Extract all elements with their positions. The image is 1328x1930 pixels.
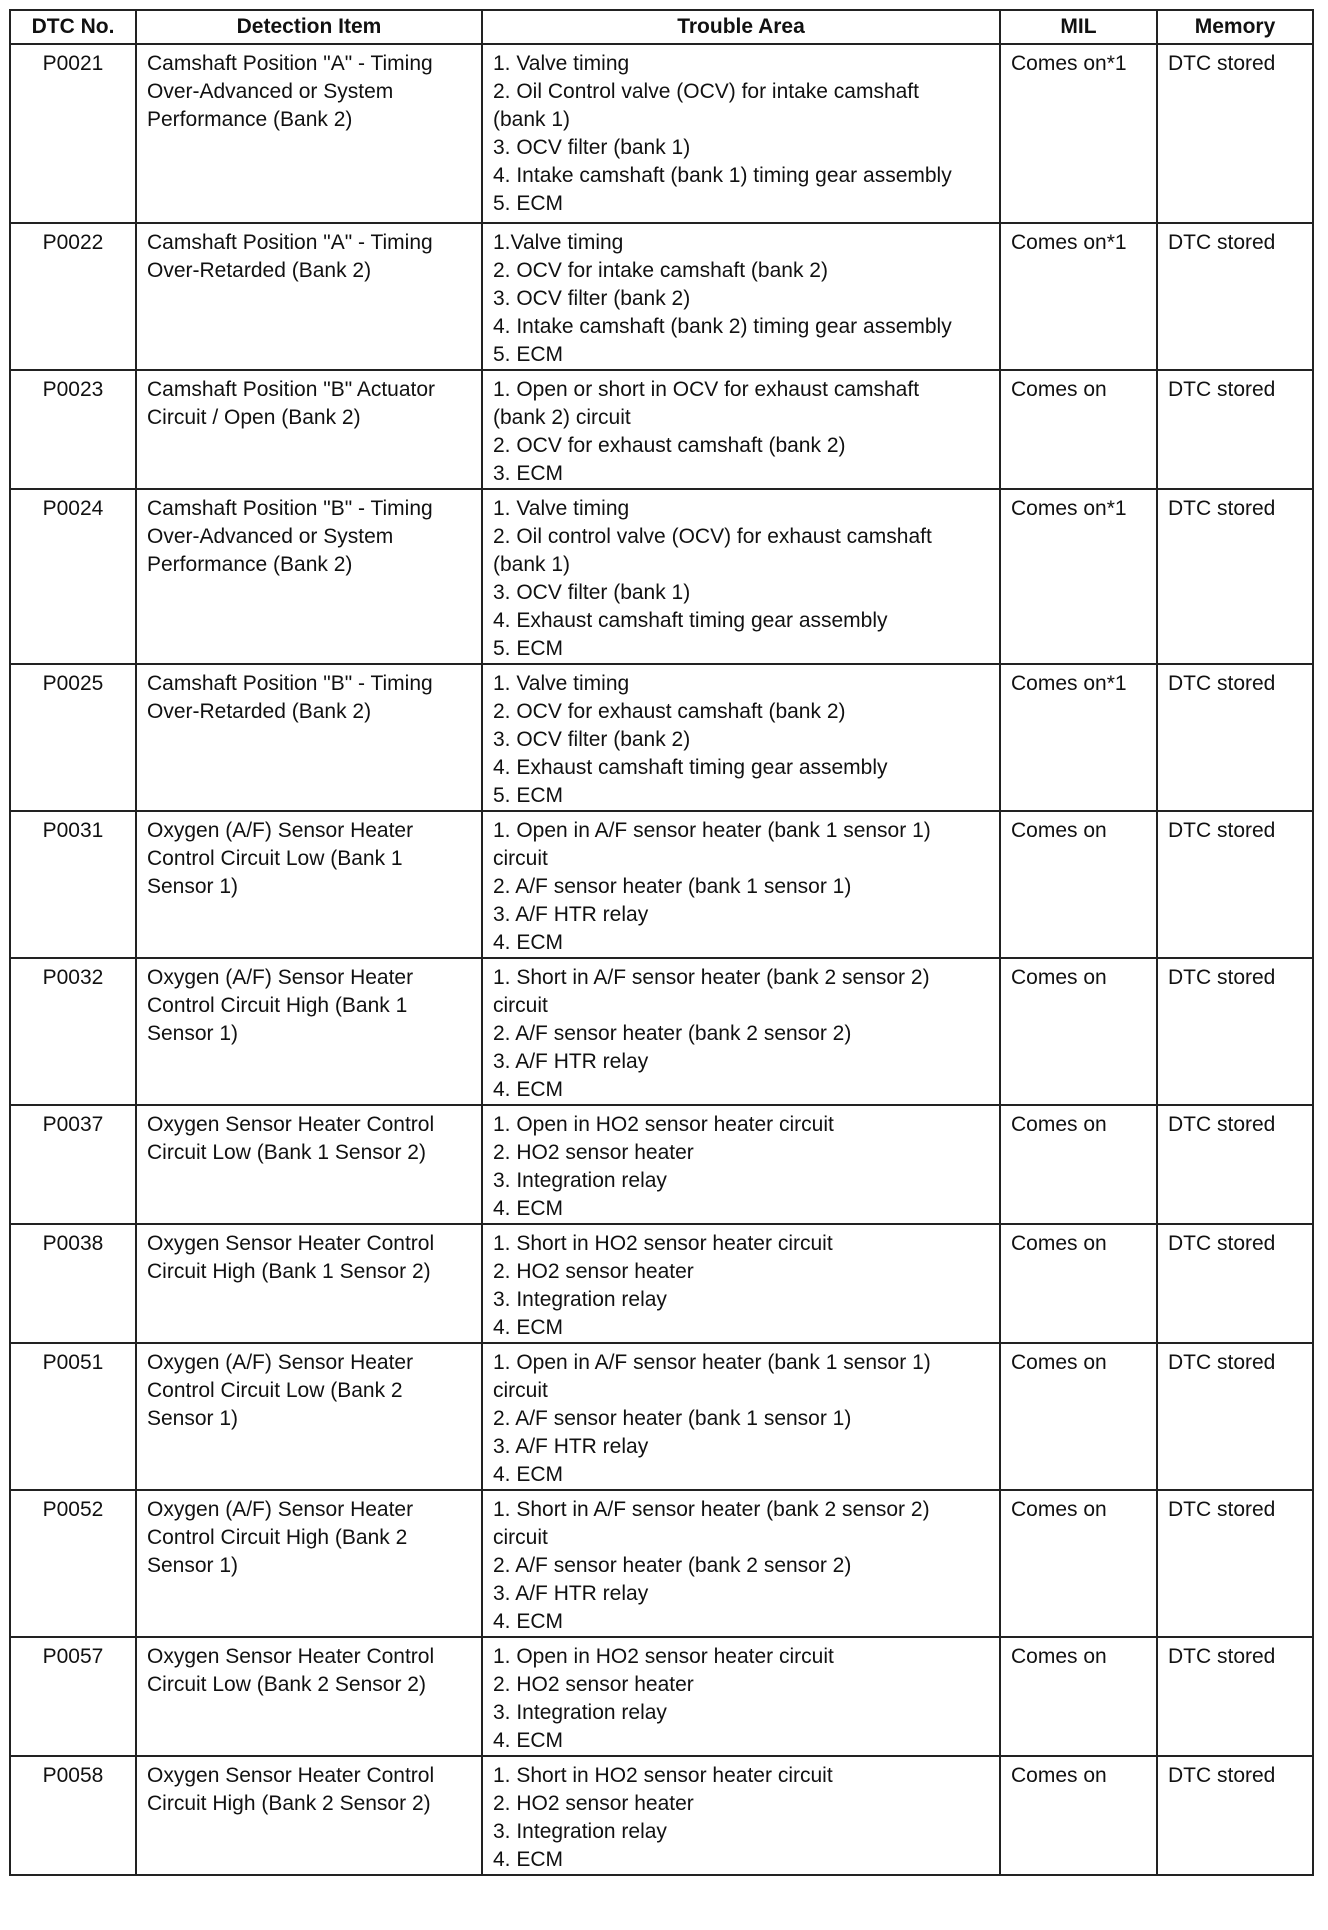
detection-item-line: Control Circuit High (Bank 2 (147, 1526, 408, 1549)
trouble-area-line: 1. Open in HO2 sensor heater circuit (493, 1113, 834, 1136)
table-row (10, 223, 1313, 370)
trouble-area-line: 2. HO2 sensor heater (493, 1141, 694, 1164)
detection-item-line: Circuit High (Bank 2 Sensor 2) (147, 1792, 431, 1815)
detection-item-line: Camshaft Position "A" - Timing (147, 52, 433, 75)
trouble-area-line: 2. HO2 sensor heater (493, 1792, 694, 1815)
memory-status-cell: DTC stored (1157, 664, 1313, 811)
trouble-area-cell (482, 811, 1000, 958)
trouble-area-line: 3. Integration relay (493, 1701, 667, 1724)
trouble-area-line: 2. Oil Control valve (OCV) for intake camshaft (493, 80, 919, 103)
detection-item-line: Circuit Low (Bank 1 Sensor 2) (147, 1141, 426, 1164)
detection-item-line: Over-Retarded (Bank 2) (147, 259, 372, 282)
trouble-area-line: 2. A/F sensor heater (bank 2 sensor 2) (493, 1022, 852, 1045)
detection-item-line: Over-Retarded (Bank 2) (147, 700, 372, 723)
detection-item-line: Camshaft Position "B" Actuator (147, 378, 436, 401)
trouble-area-line: 3. A/F HTR relay (493, 903, 649, 926)
trouble-area-line: 2. HO2 sensor heater (493, 1673, 694, 1696)
mil-status-cell: Comes on (1000, 958, 1157, 1105)
detection-item-line: Oxygen (A/F) Sensor Heater (147, 1498, 414, 1521)
table-body (10, 44, 1313, 1875)
detection-item-line: Performance (Bank 2) (147, 553, 353, 576)
trouble-area-line: 5. ECM (493, 784, 564, 807)
trouble-area-line: circuit (493, 1379, 548, 1402)
trouble-area-line: 4. ECM (493, 1729, 564, 1752)
detection-item-line: Control Circuit Low (Bank 2 (147, 1379, 403, 1402)
trouble-area-line: 3. A/F HTR relay (493, 1050, 649, 1073)
header-detection-item: Detection Item (136, 10, 482, 44)
detection-item-line: Camshaft Position "B" - Timing (147, 672, 433, 695)
detection-item-line: Circuit High (Bank 1 Sensor 2) (147, 1260, 431, 1283)
table-row (10, 811, 1313, 958)
trouble-area-cell (482, 223, 1000, 370)
trouble-area-line: 2. A/F sensor heater (bank 2 sensor 2) (493, 1554, 852, 1577)
mil-status-cell: Comes on (1000, 1490, 1157, 1637)
memory-status-cell: DTC stored (1157, 370, 1313, 489)
dtc-code-cell: P0024 (10, 489, 136, 664)
trouble-area-line: (bank 2) circuit (493, 406, 631, 429)
trouble-area-line: 1. Short in HO2 sensor heater circuit (493, 1764, 833, 1787)
dtc-code-cell: P0058 (10, 1756, 136, 1875)
detection-item-line: Performance (Bank 2) (147, 108, 353, 131)
detection-item-line: Circuit / Open (Bank 2) (147, 406, 361, 429)
memory-status-cell: DTC stored (1157, 958, 1313, 1105)
trouble-area-line: 2. A/F sensor heater (bank 1 sensor 1) (493, 1407, 852, 1430)
detection-item-line: Oxygen Sensor Heater Control (147, 1113, 435, 1136)
mil-status-cell: Comes on*1 (1000, 44, 1157, 223)
detection-item-line: Camshaft Position "A" - Timing (147, 231, 433, 254)
trouble-area-line: 2. OCV for exhaust camshaft (bank 2) (493, 434, 846, 457)
trouble-area-line: 2. OCV for exhaust camshaft (bank 2) (493, 700, 846, 723)
trouble-area-line: 1. Valve timing (493, 52, 630, 75)
trouble-area-line: 4. ECM (493, 1463, 564, 1486)
detection-item-cell (136, 1224, 482, 1343)
memory-status-cell: DTC stored (1157, 1637, 1313, 1756)
detection-item-cell (136, 1105, 482, 1224)
detection-item-line: Oxygen Sensor Heater Control (147, 1645, 435, 1668)
trouble-area-line: 4. Intake camshaft (bank 1) timing gear assembly (493, 164, 952, 187)
detection-item-line: Camshaft Position "B" - Timing (147, 497, 433, 520)
detection-item-line: Over-Advanced or System (147, 525, 394, 548)
trouble-area-cell (482, 370, 1000, 489)
detection-item-line: Oxygen Sensor Heater Control (147, 1232, 435, 1255)
trouble-area-line: 4. Exhaust camshaft timing gear assembly (493, 609, 888, 632)
trouble-area-line: 3. OCV filter (bank 1) (493, 136, 691, 159)
dtc-code-cell: P0031 (10, 811, 136, 958)
detection-item-cell (136, 1343, 482, 1490)
detection-item-cell (136, 370, 482, 489)
trouble-area-line: 3. ECM (493, 462, 564, 485)
trouble-area-line: 1. Open or short in OCV for exhaust camshaft (493, 378, 920, 401)
trouble-area-line: 1. Open in A/F sensor heater (bank 1 sensor 1) (493, 1351, 931, 1374)
trouble-area-line: 4. Exhaust camshaft timing gear assembly (493, 756, 888, 779)
mil-status-cell: Comes on (1000, 811, 1157, 958)
detection-item-line: Sensor 1) (147, 1022, 239, 1045)
trouble-area-cell (482, 1343, 1000, 1490)
memory-status-cell: DTC stored (1157, 811, 1313, 958)
mil-status-cell: Comes on (1000, 1343, 1157, 1490)
trouble-area-line: 3. OCV filter (bank 2) (493, 287, 691, 310)
trouble-area-line: 4. Intake camshaft (bank 2) timing gear assembly (493, 315, 952, 338)
trouble-area-line: 3. Integration relay (493, 1288, 667, 1311)
trouble-area-line: 2. Oil control valve (OCV) for exhaust camshaft (493, 525, 932, 548)
detection-item-cell (136, 1637, 482, 1756)
table-row (10, 1756, 1313, 1875)
detection-item-line: Oxygen (A/F) Sensor Heater (147, 966, 414, 989)
trouble-area-line: 3. OCV filter (bank 2) (493, 728, 691, 751)
dtc-code-cell: P0038 (10, 1224, 136, 1343)
mil-status-cell: Comes on (1000, 1756, 1157, 1875)
detection-item-cell (136, 958, 482, 1105)
detection-item-cell (136, 1756, 482, 1875)
table-row (10, 1343, 1313, 1490)
dtc-table (9, 9, 1314, 1876)
trouble-area-line: 3. A/F HTR relay (493, 1582, 649, 1605)
dtc-code-cell: P0021 (10, 44, 136, 223)
dtc-code-cell: P0057 (10, 1637, 136, 1756)
memory-status-cell: DTC stored (1157, 223, 1313, 370)
trouble-area-cell (482, 489, 1000, 664)
table-row (10, 1224, 1313, 1343)
detection-item-line: Over-Advanced or System (147, 80, 394, 103)
dtc-code-cell: P0051 (10, 1343, 136, 1490)
trouble-area-line: 5. ECM (493, 343, 564, 366)
table-row (10, 489, 1313, 664)
trouble-area-line: (bank 1) (493, 553, 571, 576)
trouble-area-line: circuit (493, 994, 548, 1017)
trouble-area-line: 4. ECM (493, 931, 564, 954)
dtc-code-cell: P0023 (10, 370, 136, 489)
trouble-area-line: 3. Integration relay (493, 1169, 667, 1192)
trouble-area-cell (482, 1756, 1000, 1875)
mil-status-cell: Comes on (1000, 1105, 1157, 1224)
detection-item-line: Control Circuit Low (Bank 1 (147, 847, 403, 870)
memory-status-cell: DTC stored (1157, 1756, 1313, 1875)
detection-item-cell (136, 664, 482, 811)
trouble-area-cell (482, 1224, 1000, 1343)
table-row (10, 44, 1313, 223)
mil-status-cell: Comes on*1 (1000, 223, 1157, 370)
memory-status-cell: DTC stored (1157, 1105, 1313, 1224)
trouble-area-line: 5. ECM (493, 192, 564, 215)
detection-item-line: Oxygen (A/F) Sensor Heater (147, 819, 414, 842)
memory-status-cell: DTC stored (1157, 44, 1313, 223)
header-trouble-area: Trouble Area (482, 10, 1000, 44)
trouble-area-cell (482, 44, 1000, 223)
table-row (10, 1105, 1313, 1224)
dtc-code-cell: P0052 (10, 1490, 136, 1637)
trouble-area-line: 2. OCV for intake camshaft (bank 2) (493, 259, 828, 282)
table-row (10, 1637, 1313, 1756)
table-row (10, 664, 1313, 811)
trouble-area-line: 1. Short in A/F sensor heater (bank 2 sensor 2) (493, 966, 930, 989)
trouble-area-line: 1. Short in HO2 sensor heater circuit (493, 1232, 833, 1255)
trouble-area-line: 1. Open in A/F sensor heater (bank 1 sensor 1) (493, 819, 931, 842)
trouble-area-line: 1. Open in HO2 sensor heater circuit (493, 1645, 834, 1668)
detection-item-line: Sensor 1) (147, 1554, 239, 1577)
detection-item-line: Control Circuit High (Bank 1 (147, 994, 408, 1017)
dtc-table-page (9, 9, 1312, 1876)
detection-item-cell (136, 44, 482, 223)
trouble-area-line: 5. ECM (493, 637, 564, 660)
header-mil: MIL (1000, 10, 1157, 44)
memory-status-cell: DTC stored (1157, 1490, 1313, 1637)
trouble-area-line: 2. HO2 sensor heater (493, 1260, 694, 1283)
header-memory: Memory (1157, 10, 1313, 44)
table-row (10, 958, 1313, 1105)
trouble-area-line: circuit (493, 1526, 548, 1549)
table-row (10, 1490, 1313, 1637)
detection-item-line: Oxygen (A/F) Sensor Heater (147, 1351, 414, 1374)
trouble-area-cell (482, 664, 1000, 811)
trouble-area-line: 1.Valve timing (493, 231, 624, 254)
trouble-area-cell (482, 1490, 1000, 1637)
detection-item-line: Circuit Low (Bank 2 Sensor 2) (147, 1673, 426, 1696)
header-dtc-no: DTC No. (10, 10, 136, 44)
trouble-area-line: 3. Integration relay (493, 1820, 667, 1843)
mil-status-cell: Comes on*1 (1000, 664, 1157, 811)
trouble-area-line: 4. ECM (493, 1316, 564, 1339)
table-header-row (10, 10, 1313, 44)
trouble-area-line: 2. A/F sensor heater (bank 1 sensor 1) (493, 875, 852, 898)
trouble-area-line: 4. ECM (493, 1610, 564, 1633)
memory-status-cell: DTC stored (1157, 1343, 1313, 1490)
mil-status-cell: Comes on (1000, 370, 1157, 489)
trouble-area-line: 3. OCV filter (bank 1) (493, 581, 691, 604)
trouble-area-line: 1. Short in A/F sensor heater (bank 2 sensor 2) (493, 1498, 930, 1521)
dtc-code-cell: P0032 (10, 958, 136, 1105)
detection-item-line: Sensor 1) (147, 1407, 239, 1430)
detection-item-cell (136, 489, 482, 664)
trouble-area-line: 4. ECM (493, 1848, 564, 1871)
trouble-area-line: (bank 1) (493, 108, 571, 131)
detection-item-cell (136, 811, 482, 958)
memory-status-cell: DTC stored (1157, 489, 1313, 664)
detection-item-line: Sensor 1) (147, 875, 239, 898)
mil-status-cell: Comes on (1000, 1637, 1157, 1756)
dtc-code-cell: P0037 (10, 1105, 136, 1224)
trouble-area-line: circuit (493, 847, 548, 870)
trouble-area-line: 3. A/F HTR relay (493, 1435, 649, 1458)
trouble-area-cell (482, 1105, 1000, 1224)
table-row (10, 370, 1313, 489)
trouble-area-line: 1. Valve timing (493, 497, 630, 520)
detection-item-cell (136, 223, 482, 370)
memory-status-cell: DTC stored (1157, 1224, 1313, 1343)
trouble-area-line: 4. ECM (493, 1078, 564, 1101)
mil-status-cell: Comes on (1000, 1224, 1157, 1343)
trouble-area-cell (482, 958, 1000, 1105)
detection-item-line: Oxygen Sensor Heater Control (147, 1764, 435, 1787)
dtc-code-cell: P0025 (10, 664, 136, 811)
trouble-area-cell (482, 1637, 1000, 1756)
dtc-code-cell: P0022 (10, 223, 136, 370)
trouble-area-line: 1. Valve timing (493, 672, 630, 695)
mil-status-cell: Comes on*1 (1000, 489, 1157, 664)
detection-item-cell (136, 1490, 482, 1637)
trouble-area-line: 4. ECM (493, 1197, 564, 1220)
